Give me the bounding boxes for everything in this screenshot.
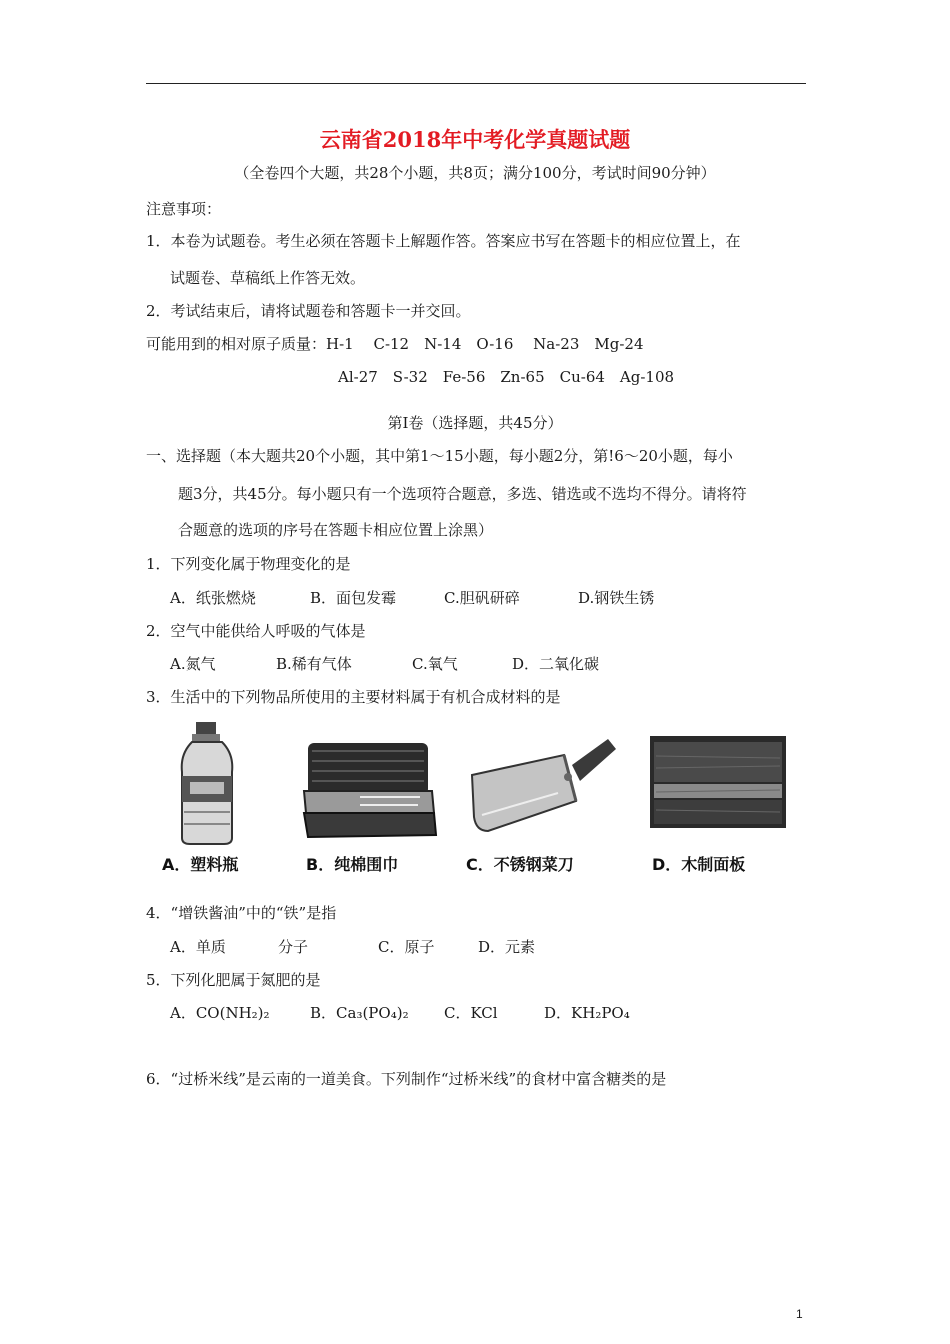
- question-6: 6．“过桥米线”是云南的一道美食。下列制作“过桥米线”的食材中富含糖类的是: [146, 1070, 667, 1088]
- header-rule: [146, 83, 806, 84]
- notes-heading: 注意事项：: [146, 200, 222, 218]
- atomic-masses-line-1: 可能用到的相对原子质量：H-1 C-12 N-14 O-16 Na-23 Mg-24: [146, 335, 644, 353]
- section-1-line-3: 合题意的选项的序号在答题卡相应位置上涂黑）: [178, 521, 494, 539]
- note-2: 2．考试结束后，请将试题卷和答题卡一并交回。: [146, 302, 471, 320]
- cotton-scarf-image: [300, 735, 440, 845]
- q1-option-b: B．面包发霉: [310, 589, 397, 607]
- q4-option-d: D．元素: [478, 938, 536, 956]
- q1-option-c: C.胆矾研碎: [444, 589, 520, 607]
- q2-option-a: A.氮气: [170, 655, 216, 673]
- q1-option-a: A．纸张燃烧: [170, 589, 256, 607]
- section-1-line-2: 题3分，共45分。每小题只有一个选项符合题意，多选、错选或不选均不得分。请将符: [178, 485, 747, 503]
- part-1-heading: 第Ⅰ卷（选择题，共45分）: [387, 414, 563, 432]
- question-5: 5．下列化肥属于氮肥的是: [146, 971, 321, 989]
- q5-option-a: A．CO(NH₂)₂: [170, 1004, 270, 1022]
- question-1: 1．下列变化属于物理变化的是: [146, 555, 351, 573]
- q2-option-c: C.氧气: [412, 655, 458, 673]
- note-1-line-1: 1．本卷为试题卷。考生必须在答题卡上解题作答。答案应书写在答题卡的相应位置上，在: [146, 232, 741, 250]
- page-title: 云南省2018年中考化学真题试题: [319, 127, 631, 152]
- q2-option-b: B.稀有气体: [276, 655, 352, 673]
- plastic-bottle-image: [176, 720, 238, 846]
- exam-subtitle: （全卷四个大题，共28个小题，共8页；满分100分，考试时间90分钟）: [234, 164, 716, 182]
- q4-option-b: 分子: [278, 938, 309, 956]
- q3-caption-a: A．塑料瓶: [162, 855, 239, 874]
- question-2: 2．空气中能供给人呼吸的气体是: [146, 622, 366, 640]
- atomic-masses-line-2: Al-27 S-32 Fe-56 Zn-65 Cu-64 Ag-108: [338, 368, 675, 386]
- q1-option-d: D.钢铁生锈: [578, 589, 655, 607]
- q5-option-d: D．KH₂PO₄: [544, 1004, 630, 1022]
- note-1-line-2: 试题卷、草稿纸上作答无效。: [170, 269, 366, 287]
- q3-caption-c: C．不锈钢菜刀: [466, 855, 574, 874]
- question-4: 4．“增铁酱油”中的“铁”是指: [146, 904, 337, 922]
- q5-option-c: C．KCl: [444, 1004, 498, 1022]
- section-1-line-1: 一、选择题（本大题共20个小题，其中第1～15小题，每小题2分，第!6～20小题，每小: [146, 447, 733, 465]
- q5-option-b: B．Ca₃(PO₄)₂: [310, 1004, 409, 1022]
- q4-option-c: C．原子: [378, 938, 435, 956]
- q3-caption-d: D．木制面板: [652, 855, 746, 874]
- q4-option-a: A．单质: [170, 938, 226, 956]
- q3-caption-b: B．纯棉围巾: [306, 855, 399, 874]
- question-3: 3．生活中的下列物品所使用的主要材料属于有机合成材料的是: [146, 688, 561, 706]
- wood-board-image: [650, 736, 786, 828]
- q2-option-d: D．二氧化碳: [512, 655, 600, 673]
- page-number: 1: [796, 1307, 803, 1321]
- steel-cleaver-image: [468, 735, 618, 835]
